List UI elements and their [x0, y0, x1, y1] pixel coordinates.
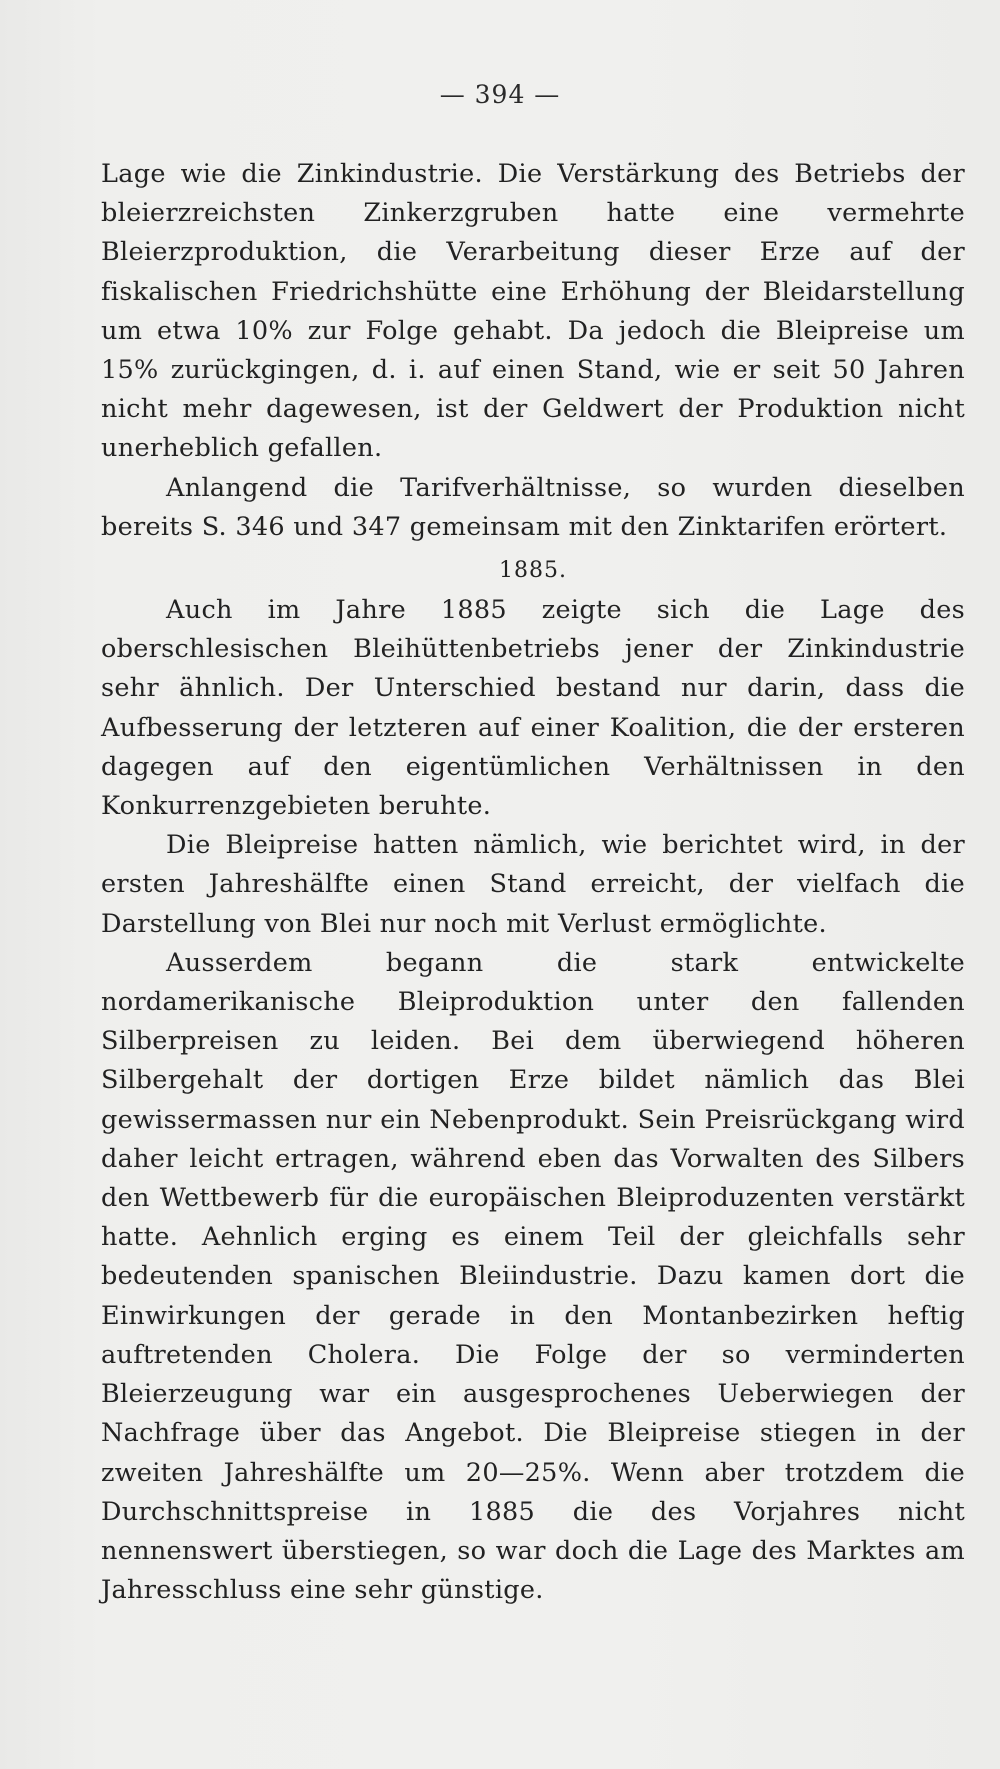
paragraph-1885-situation: Auch im Jahre 1885 zeigte sich die Lage des oberschlesischen Bleihüttenbetriebs jener der Zinkindustrie sehr ähnlich. Der Unterschied bestand nur darin, dass die Aufbesserung der letzteren auf einer Koalition, die der ersteren dagegen auf den eigentümlichen Verhältnissen in den Konkurrenzgebieten beruhte.	[101, 595, 965, 822]
paragraph-north-america: Ausserdem begann die stark entwickelte nordamerikanische Bleiproduktion unter den fallenden Silberpreisen zu leiden. Bei dem überwiegend höheren Silbergehalt der dortigen Erze bildet nämlich das Blei gewissermassen nur ein Nebenprodukt. Sein Preisrückgang wird daher leicht ertragen, während eben das Vorwalten des Silbers den Wettbewerb für die europäischen Bleiproduzenten verstärkt hatte. Aehnlich erging es einem Teil der gleichfalls sehr bedeutenden spanischen Bleiindustrie. Dazu kamen dort die Einwirkungen der gerade in den Montanbezirken heftig auftretenden Cholera. Die Folge der so verminderten Bleierzeugung war ein ausgesprochenes Ueberwiegen der Nachfrage über das Angebot. Die Bleipreise stiegen in der zweiten Jahreshälfte um 20—25%. Wenn aber trotzdem die Durchschnittspreise in 1885 die des Vorjahres nicht nennenswert überstiegen, so war doch die Lage des Marktes am Jahresschluss eine sehr günstige.	[101, 947, 965, 1606]
body-text	[101, 155, 965, 1610]
paragraph-lead-prices: Die Bleipreise hatten nämlich, wie berichtet wird, in der ersten Jahreshälfte einen Stand erreicht, der vielfach die Darstellung von Blei nur noch mit Verlust ermöglichte.	[101, 830, 965, 939]
paragraph-tariffs: Anlangend die Tarifverhältnisse, so wurden dieselben bereits S. 346 und 347 gemeinsam mit den Zinktarifen erörtert.	[101, 472, 965, 542]
page-number: — 394 —	[439, 80, 561, 109]
paragraph-lead-industry: Lage wie die Zinkindustrie. Die Verstärkung des Betriebs der bleierzreichsten Zinkerzgruben hatte eine vermehrte Bleierzproduktion, die Verarbeitung dieser Erze auf der fiskalischen Friedrichshütte eine Erhöhung der Bleidarstellung um etwa 10% zur Folge gehabt. Da jedoch die Bleipreise um 15% zurückgingen, d. i. auf einen Stand, wie er seit 50 Jahren nicht mehr dagewesen, ist der Geldwert der Produktion nicht unerheblich gefallen.	[101, 159, 965, 464]
year-heading: 1885.	[499, 558, 567, 584]
